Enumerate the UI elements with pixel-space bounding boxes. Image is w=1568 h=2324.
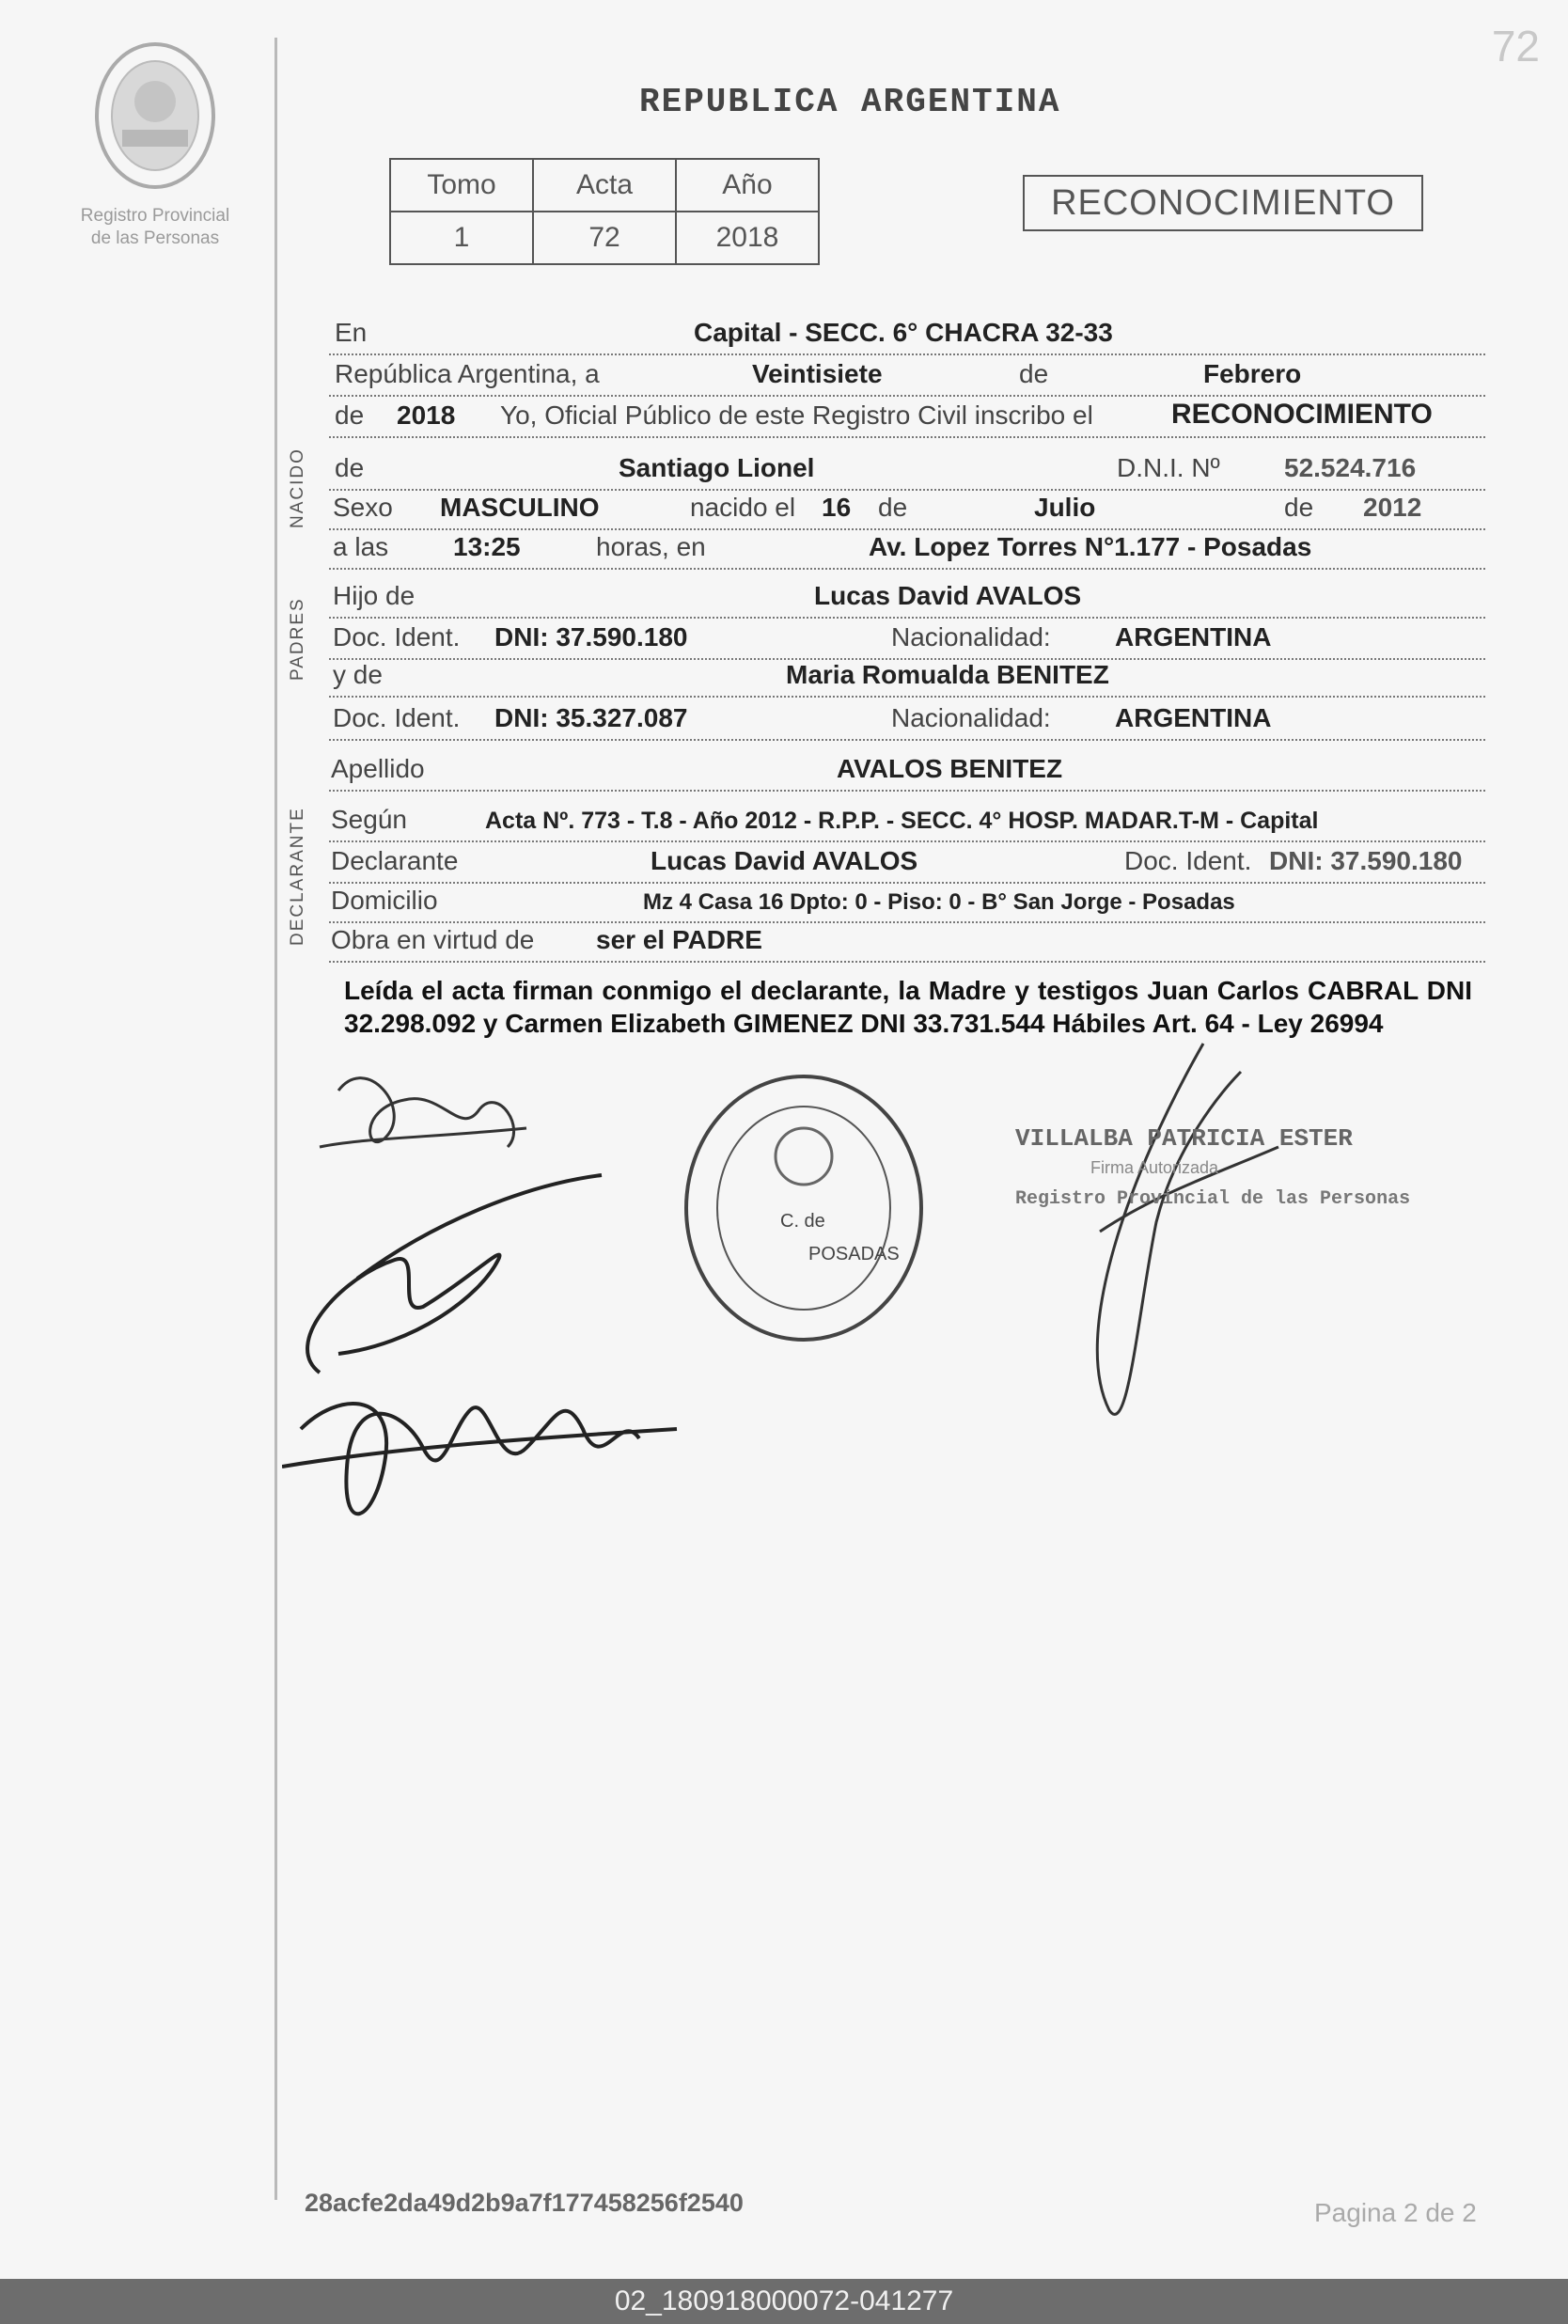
row-sexo <box>329 487 1485 530</box>
row-segun <box>329 799 1485 842</box>
label-de: de <box>1019 359 1049 388</box>
page-number: 72 <box>1491 22 1540 71</box>
value-nacido-dia: 16 <box>822 493 852 522</box>
seal-letters: C. de <box>780 1211 825 1232</box>
label-horas: horas, en <box>596 532 706 561</box>
value-anio: 2018 <box>676 212 819 264</box>
value-nacido-mes: Julio <box>1034 493 1096 522</box>
document-title: REPUBLICA ARGENTINA <box>639 83 1061 121</box>
side-label-nacido: NACIDO <box>288 448 307 528</box>
label-nac2: Nacionalidad: <box>891 703 1051 732</box>
signature-official <box>1097 1044 1278 1414</box>
value-nac1: ARGENTINA <box>1115 622 1272 652</box>
value-doc1: DNI: 37.590.180 <box>494 622 688 652</box>
signature-testigo-1 <box>307 1175 602 1373</box>
value-inscribo: RECONOCIMIENTO <box>1171 399 1433 430</box>
margin-line <box>274 38 277 2200</box>
row-declarante <box>329 840 1485 884</box>
row-en <box>329 312 1485 355</box>
value-obra: ser el PADRE <box>596 925 762 954</box>
register-table <box>389 158 820 265</box>
closing-paragraph: Leída el acta firman conmigo el declarante, la Madre y testigos Juan Carlos CABRAL DNI 32.298.092 y Carmen Elizabeth GIMENEZ DNI 33.731.544 Hábiles Art. 64 - Ley 26994 <box>344 976 1472 1038</box>
side-label-padres: PADRES <box>288 597 307 681</box>
label-en: En <box>335 318 368 347</box>
label-alas: a las <box>333 532 389 561</box>
row-doc2 <box>329 698 1485 741</box>
value-madre: Maria Romualda BENITEZ <box>786 660 1109 689</box>
label-apellido: Apellido <box>331 754 425 783</box>
value-sexo: MASCULINO <box>440 493 600 522</box>
official-seal <box>686 1076 921 1340</box>
value-anio: 2018 <box>397 400 456 430</box>
value-padre: Lucas David AVALOS <box>814 581 1082 610</box>
stamp-line1: VILLALBA PATRICIA ESTER <box>1015 1124 1353 1153</box>
signatures-area <box>282 1034 1457 1561</box>
label-doc3: Doc. Ident. <box>1124 846 1252 875</box>
value-lugar: Av. Lopez Torres N°1.177 - Posadas <box>869 532 1312 561</box>
value-segun: Acta Nº. 773 - T.8 - Año 2012 - R.P.P. - SECC. 4° HOSP. MADAR.T-M - Capital <box>485 808 1319 834</box>
value-nombre: Santiago Lionel <box>619 453 815 482</box>
value-doc2: DNI: 35.327.087 <box>494 703 688 732</box>
logo-caption-line2: de las Personas <box>90 228 220 248</box>
value-domicilio: Mz 4 Casa 16 Dpto: 0 - Piso: 0 - B° San Jorge - Posadas <box>643 889 1235 915</box>
document-hash: 28acfe2da49d2b9a7f177458256f2540 <box>305 2189 744 2217</box>
label-doc1: Doc. Ident. <box>333 622 461 652</box>
header-acta: Acta <box>533 159 676 212</box>
label-dni: D.N.I. Nº <box>1117 453 1220 482</box>
signature-testigo-2 <box>282 1404 677 1514</box>
value-en: Capital - SECC. 6° CHACRA 32-33 <box>694 318 1113 347</box>
row-apellido <box>329 748 1485 792</box>
doc-type-box: RECONOCIMIENTO <box>1023 175 1423 231</box>
side-label-declarante: DECLARANTE <box>288 807 307 946</box>
value-hora: 13:25 <box>453 532 521 561</box>
label-de3: de <box>335 453 365 482</box>
row-domicilio <box>329 880 1485 923</box>
label-yde: y de <box>333 660 383 689</box>
label-doc2: Doc. Ident. <box>333 703 461 732</box>
label-de5: de <box>1284 493 1314 522</box>
value-mes: Febrero <box>1203 359 1302 388</box>
label-nac1: Nacionalidad: <box>891 622 1051 652</box>
header-anio: Año <box>676 159 819 212</box>
label-republica: República Argentina, a <box>335 359 600 388</box>
row-obra <box>329 919 1485 963</box>
row-inscribo <box>329 395 1485 438</box>
svg-text:POSADAS: POSADAS <box>808 1244 900 1264</box>
label-segun: Según <box>331 805 407 834</box>
stamp-line3: Registro Provincial de las Personas <box>1015 1188 1411 1210</box>
label-de2: de <box>335 400 365 430</box>
value-declarante: Lucas David AVALOS <box>651 846 918 875</box>
value-nac2: ARGENTINA <box>1115 703 1272 732</box>
value-tomo: 1 <box>390 212 533 264</box>
row-nombre <box>329 448 1485 491</box>
value-apellido: AVALOS BENITEZ <box>837 754 1063 783</box>
label-declarante: Declarante <box>331 846 459 875</box>
label-hijo: Hijo de <box>333 581 416 610</box>
label-domicilio: Domicilio <box>331 886 438 915</box>
logo-caption <box>56 205 254 250</box>
row-padre <box>329 575 1485 619</box>
label-sexo: Sexo <box>333 493 393 522</box>
label-yo: Yo, Oficial Público de este Registro Civil inscribo el <box>500 400 1093 430</box>
label-nacido: nacido el <box>690 493 796 522</box>
row-madre <box>329 654 1485 698</box>
signature-declarante <box>320 1078 526 1147</box>
value-nacido-anio: 2012 <box>1363 493 1422 522</box>
page-indicator: Pagina 2 de 2 <box>1314 2198 1477 2227</box>
label-de4: de <box>878 493 908 522</box>
header-tomo: Tomo <box>390 159 533 212</box>
footer-id-bar: 02_180918000072-041277 <box>0 2279 1568 2324</box>
value-dia: Veintisiete <box>752 359 883 388</box>
registro-logo <box>85 36 226 196</box>
logo-caption-line1: Registro Provincial <box>80 206 230 226</box>
value-dni: 52.524.716 <box>1284 453 1417 482</box>
value-doc3: DNI: 37.590.180 <box>1269 846 1463 875</box>
value-acta: 72 <box>533 212 676 264</box>
row-fecha <box>329 353 1485 397</box>
row-hora <box>329 526 1485 570</box>
stamp-line2: Firma Autorizada <box>1090 1158 1219 1177</box>
label-obra: Obra en virtud de <box>331 925 535 954</box>
